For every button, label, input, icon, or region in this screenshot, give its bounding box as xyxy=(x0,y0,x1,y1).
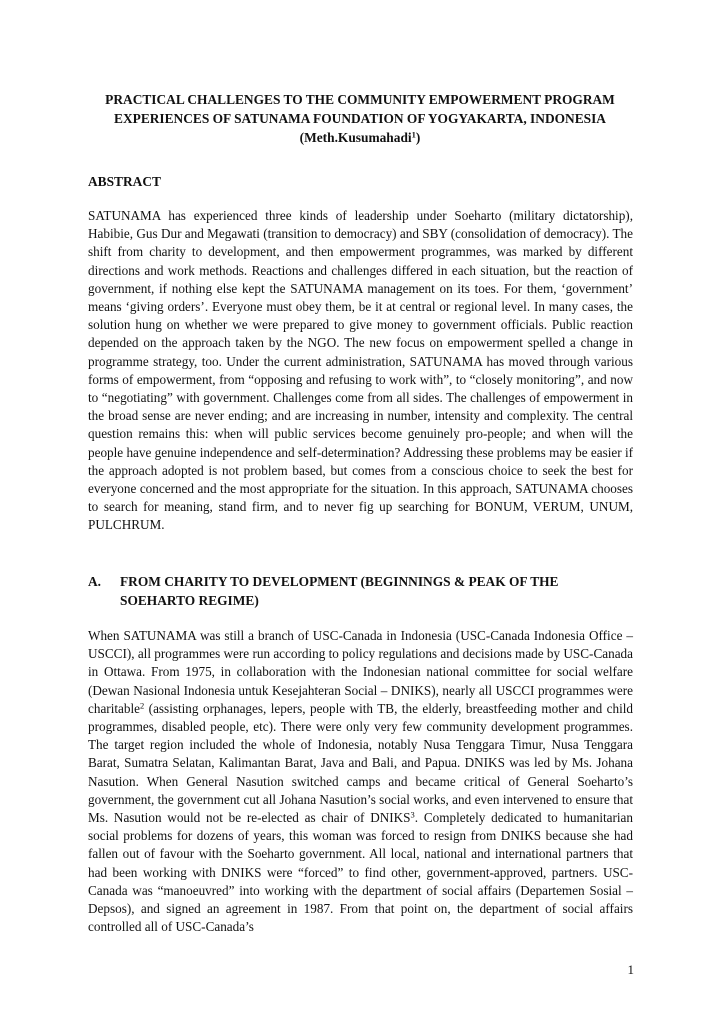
title-line-1: PRACTICAL CHALLENGES TO THE COMMUNITY EMPOWERMENT PROGRAM xyxy=(105,92,615,107)
footnote-ref-1[interactable]: 1 xyxy=(411,129,416,140)
section-a-letter: A. xyxy=(88,574,102,589)
section-a-title xyxy=(120,572,640,610)
footnote-ref-3[interactable]: 3 xyxy=(410,809,415,820)
section-a-text-1: When SATUNAMA was still a branch of USC-Canada in Indonesia (USC-Canada Indonesia Office – USCCI), all programmes were run according to policy regulations and decisions made by USC-Canada in Ottawa. From 1975, in collaboration with the Indonesian national committee for social welfare (Dewan Nasional Indonesia untuk Kesejahteran Social – DNIKS), nearly all USCCI programmes were charitable xyxy=(88,628,633,716)
abstract-paragraph: SATUNAMA has experienced three kinds of leadership under Soeharto (military dictatorship), Habibie, Gus Dur and Megawati (transition to democracy) and SBY (consolidation of democracy). The shift from charity to development, and then empowerment programmes, was marked by different directions and work methods. Reactions and challenges differed in each situation, but the reaction of government, if nothing else kept the SATUNAMA management on its toes. For them, ‘government’ means ‘giving orders’. Everyone must obey them, be it at central or regional level. In many cases, the solution hung on whether we were prepared to give money to government officials. Public reaction depended on the approach taken by the NGO. The new focus on empowerment spelled a change in programme strategy, too. Under the current administration, SATUNAMA has moved through various forms of empowerment, from “opposing and refusing to work with”, to “closely monitoring”, and now to “negotiating” with government. Challenges come from all sides. The challenges of empowerment in the broad sense are never ending; and are increasing in number, intensity and complexity. The central question remains this: when will public services become genuinely pro-people; and when will the people have genuine independence and self-determination? Addressing these problems may be easier if the approach adopted is not problem based, but comes from a conscious choice to seek the best for everyone concerned and the most appropriate for the situation. In this approach, SATUNAMA chooses to search for meaning, stand firm, and to never fig up searching for BONUM, VERUM, UNUM, PULCHRUM. xyxy=(88,208,633,533)
author-name: (Meth.Kusumahadi xyxy=(299,130,412,145)
footnote-ref-2[interactable]: 2 xyxy=(139,700,145,711)
author-line xyxy=(60,128,660,147)
abstract-heading: ABSTRACT xyxy=(88,174,161,189)
section-a-title-line2: SOEHARTO REGIME) xyxy=(120,593,259,608)
section-a-title-line1: FROM CHARITY TO DEVELOPMENT (BEGINNINGS & PEAK OF THE xyxy=(120,574,559,589)
title-line-2: EXPERIENCES OF SATUNAMA FOUNDATION OF YOGYAKARTA, INDONESIA xyxy=(114,111,606,126)
section-a-text-3: . Completely dedicated to humanitarian social problems for dozens of years, this woman was forced to resign from DNIKS because she had fallen out of favour with the Soeharto government. All local, national and international partners that had been working with DNIKS were “forced” to find other, government-approved, partners. USC-Canada was “manoeuvred” into working with the department of social affairs (Departemen Sosial – Depsos), and signed an agreement in 1987. From that point on, the department of social affairs controlled all of USC-Canada’s xyxy=(88,810,634,935)
paper-title xyxy=(60,90,660,147)
section-a-text-2: (assisting orphanages, lepers, people with TB, the elderly, breastfeeding mother and child programmes, disabled people, etc). There were only very few community development programmes. The target region included the whole of Indonesia, notably Nusa Tenggara Timur, Nusa Tenggara Barat, Sumatra Selatan, Kalimantan Barat, Java and Bali, and Papua. DNIKS was led by Ms. Johana Nasution. When General Nasution switched camps and became critical of General Soeharto’s government, the government cut all Johana Nasution’s social works, and even intervened to ensure that Ms. Nasution would not be re-elected as chair of DNIKS xyxy=(88,700,633,826)
author-close: ) xyxy=(415,130,421,145)
page-number: 1 xyxy=(627,962,634,977)
section-a-paragraph xyxy=(88,627,633,936)
